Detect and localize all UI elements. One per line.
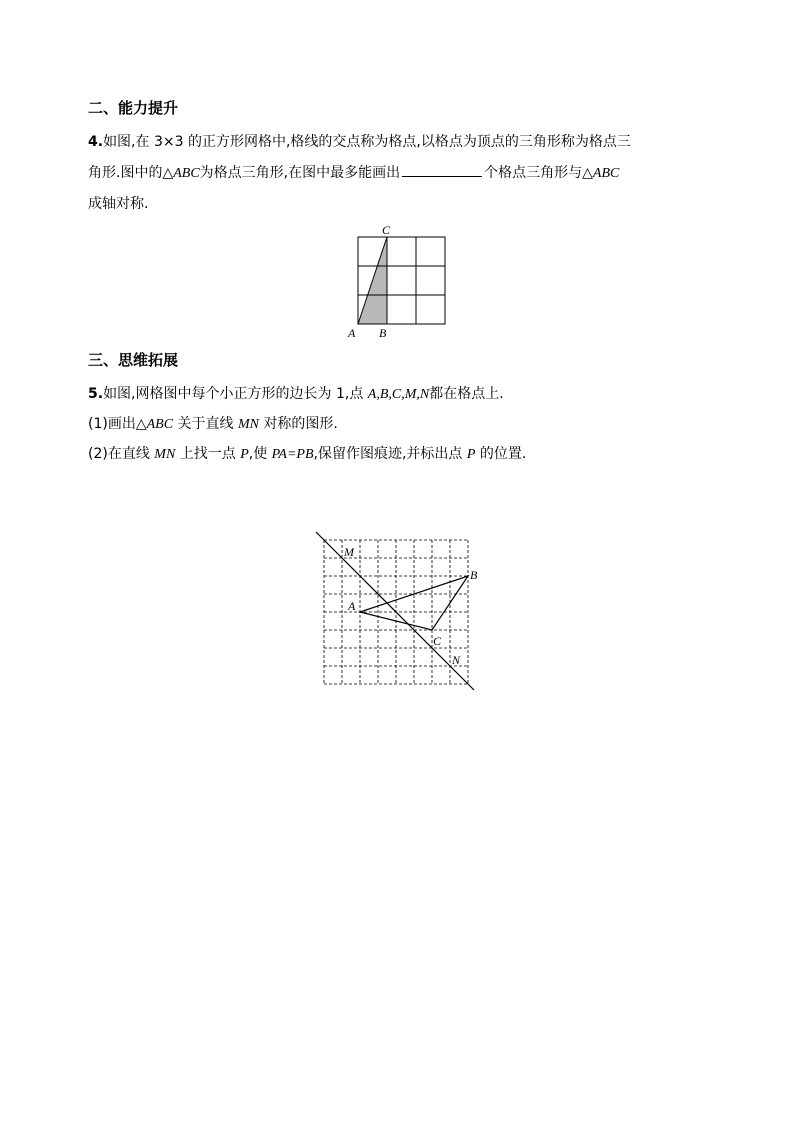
label-a: A: [348, 599, 356, 613]
q5-p2-p2: P: [466, 447, 476, 462]
label-b: B: [470, 568, 478, 582]
q4-text-1: 如图,在 3×3 的正方形网格中,格线的交点称为格点,以格点为顶点的三角形称为格点三: [103, 134, 631, 150]
q4-line2: [88, 162, 619, 184]
label-c: C: [433, 634, 442, 648]
section-heading-thinking: 三、思维拓展: [88, 351, 179, 369]
q5-p1-b: 关于直线: [173, 416, 238, 432]
q5-p2-mn: MN: [154, 447, 176, 462]
answer-blank[interactable]: [402, 162, 482, 177]
q4-abc-2: ABC: [592, 166, 620, 181]
q5-grid-figure: [312, 530, 492, 695]
q5-p1-a: (1)画出△: [88, 416, 147, 432]
q5-p2-e: 的位置.: [475, 446, 527, 462]
q4-text-2a: 角形.图中的△: [88, 165, 174, 181]
q5-part1: [88, 414, 338, 435]
q5-text-1b: 都在格点上.: [429, 386, 504, 402]
q4-line3: 成轴对称.: [88, 196, 149, 212]
q5-points: A,B,C,M,N: [367, 387, 430, 402]
q5-p1-c: 对称的图形.: [258, 416, 338, 432]
q5-part2: [88, 444, 526, 465]
q5-line1: [88, 384, 504, 405]
q4-text-2b: 为格点三角形,在图中最多能画出: [199, 165, 401, 181]
q5-p1-abc: ABC: [146, 417, 174, 432]
label-a: A: [348, 326, 356, 340]
label-n: N: [452, 653, 461, 667]
label-m: M: [344, 545, 354, 559]
q4-text-2c: 个格点三角形与△: [484, 165, 593, 181]
q4-number: 4.: [88, 134, 104, 150]
q5-p2-c: ,使: [248, 446, 272, 462]
q5-p1-mn: MN: [237, 417, 259, 432]
q4-abc: ABC: [173, 166, 200, 181]
q4-line1: [88, 132, 631, 152]
q5-text-1a: 如图,网格图中每个小正方形的边长为 1,点: [103, 386, 368, 402]
q5-p2-p: P: [240, 447, 249, 462]
q5-p2-b: 上找一点: [175, 446, 241, 462]
q5-p2-a: (2)在直线: [88, 446, 155, 462]
section-heading-ability: 二、能力提升: [88, 99, 179, 117]
q5-p2-d: ,保留作图痕迹,并标出点: [313, 446, 467, 462]
q4-grid-figure: [345, 222, 450, 342]
q5-number: 5.: [88, 386, 104, 402]
q5-p2-eq: PA=PB: [271, 447, 314, 462]
label-c: C: [382, 223, 391, 237]
label-b: B: [379, 326, 387, 340]
